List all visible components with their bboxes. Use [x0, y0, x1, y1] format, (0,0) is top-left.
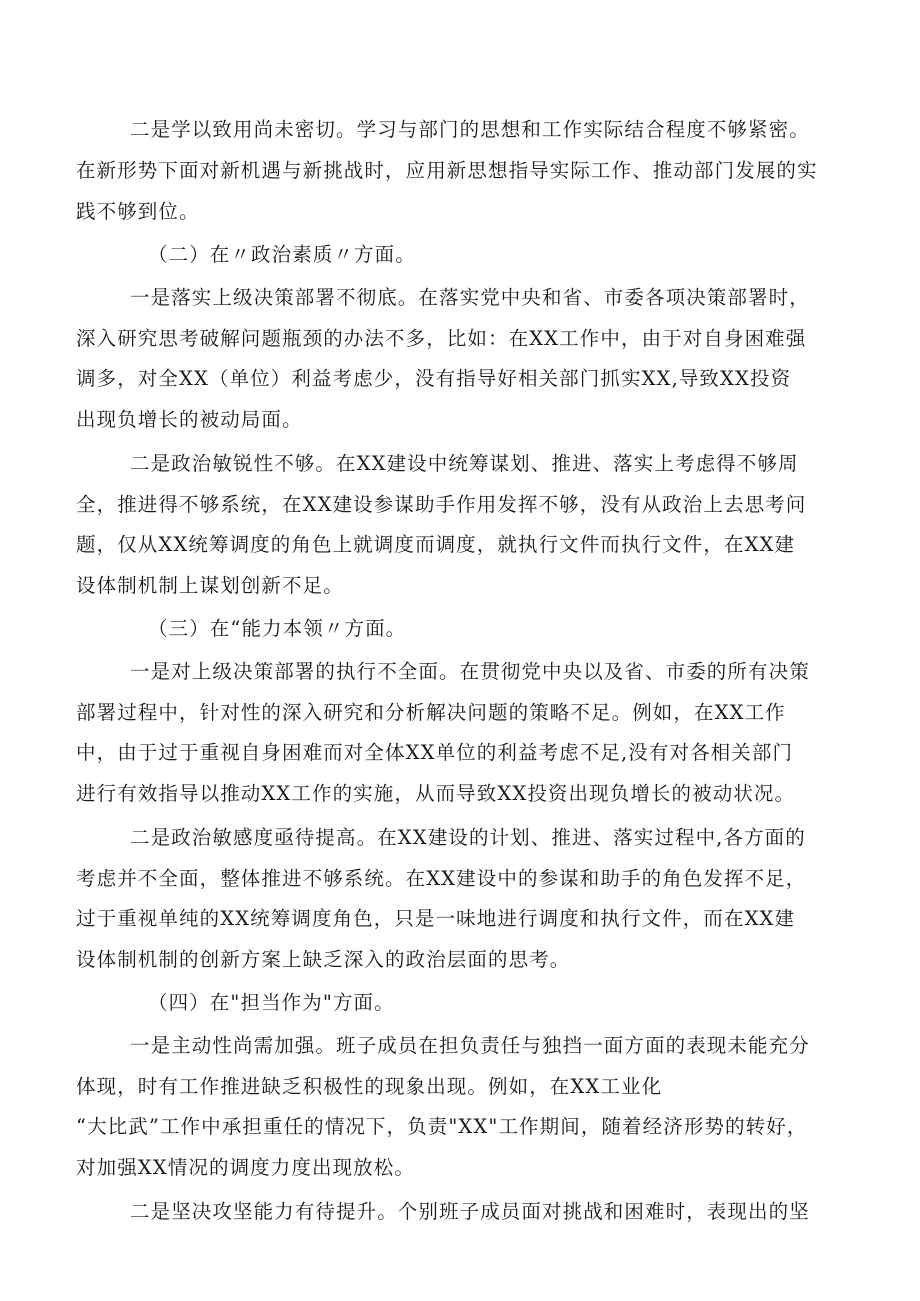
- paragraph-line: 一是对上级决策部署的执行不全面。在贯彻党中央以及省、市委的所有决策: [130, 660, 810, 683]
- paragraph-line: 体现，时有工作推进缺乏积极性的现象出现。例如，在XX工业化: [76, 1075, 663, 1098]
- paragraph-line: 二是坚决攻坚能力有待提升。个别班子成员面对挑战和困难时，表现出的坚: [130, 1200, 810, 1223]
- section-heading-ability: （三）在“能力本领〃方面。: [148, 617, 407, 640]
- paragraph-line: 设体制机制的创新方案上缺乏深入的政治层面的思考。: [76, 948, 571, 971]
- paragraph-line: 进行有效指导以推动XX工作的实施，从而导致XX投资出现负增长的被动状况。: [76, 782, 796, 805]
- paragraph-line: 一是主动性尚需加强。班子成员在担负责任与独挡一面方面的表现未能充分: [130, 1034, 810, 1057]
- paragraph-line: 出现负增长的被动局面。: [76, 408, 303, 431]
- paragraph-line: 中，由于过于重视自身困难而对全体XX单位的利益考虑不足,没有对各相关部门: [76, 741, 794, 764]
- paragraph-line: 过于重视单纯的XX统筹调度角色，只是一味地进行调度和执行文件，而在XX建: [76, 907, 796, 930]
- paragraph-line: 对加强XX情况的调度力度出现放松。: [76, 1156, 415, 1179]
- paragraph-line: “大比武”工作中承担重任的情况下，负责"XX"工作期间，随着经济形势的转好，: [76, 1115, 808, 1138]
- paragraph-line: 考虑并不全面，整体推进不够系统。在XX建设中的参谋和助手的角色发挥不足，: [76, 867, 807, 890]
- paragraph-line: 设体制机制上谋划创新不足。: [76, 574, 344, 597]
- paragraph-line: 二是学以致用尚未密切。学习与部门的思想和工作实际结合程度不够紧密。: [130, 118, 810, 141]
- paragraph-line: 二是政治敏锐性不够。在XX建设中统筹谋划、推进、落实上考虑得不够周: [130, 452, 799, 475]
- paragraph-line: 一是落实上级决策部署不彻底。在落实党中央和省、市委各项决策部署时，: [130, 286, 810, 309]
- paragraph-line: 在新形势下面对新机遇与新挑战时，应用新思想指导实际工作、推动部门发展的实: [76, 159, 818, 182]
- paragraph-line: 部署过程中，针对性的深入研究和分析解决问题的策略不足。例如，在XX工作: [76, 701, 786, 724]
- paragraph-line: 调多，对全XX（单位）利益考虑少，没有指导好相关部门抓实XX,导致XX投资: [76, 367, 792, 390]
- paragraph-line: 践不够到位。: [76, 200, 200, 223]
- paragraph-line: 二是政治敏感度亟待提高。在XX建设的计划、推进、落实过程中,各方面的: [130, 826, 806, 849]
- paragraph-line: 全，推进得不够系统，在XX建设参谋助手作用发挥不够，没有从政治上去思考问: [76, 493, 807, 516]
- paragraph-line: 深入研究思考破解问题瓶颈的办法不多，比如：在XX工作中，由于对自身困难强: [76, 327, 807, 350]
- section-heading-responsibility: （四）在"担当作为"方面。: [148, 991, 395, 1014]
- paragraph-line: 题，仅从XX统筹调度的角色上就调度而调度，就执行文件而执行文件，在XX建: [76, 533, 796, 556]
- section-heading-political-quality: （二）在〃政治素质〃方面。: [148, 243, 416, 266]
